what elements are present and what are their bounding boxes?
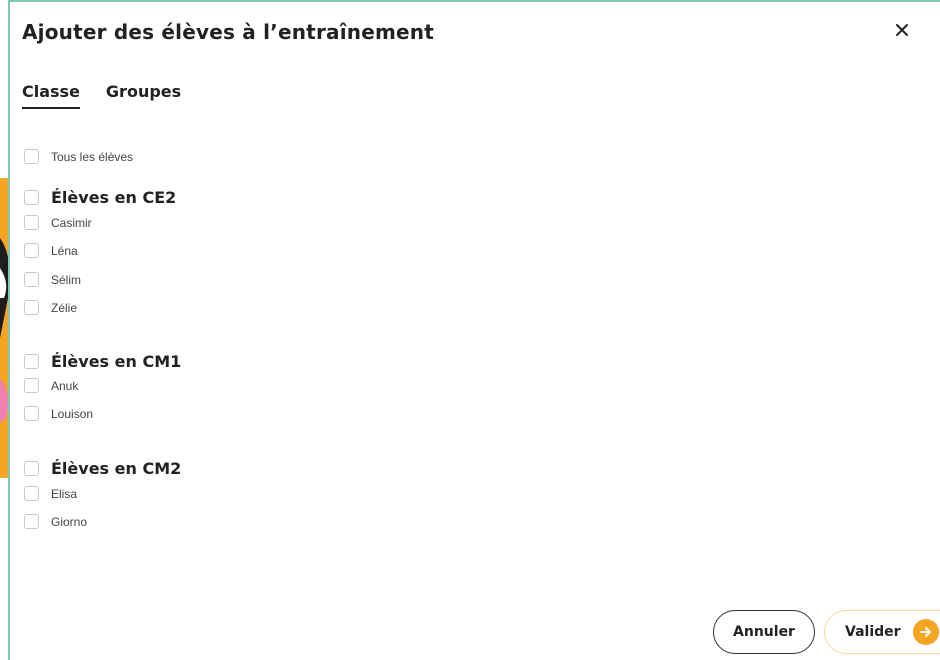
validate-button-label: Valider	[845, 624, 901, 640]
close-button[interactable]	[888, 16, 916, 44]
group-cm2-label: Élèves en CM2	[51, 459, 182, 478]
cancel-button-label: Annuler	[733, 624, 795, 640]
tab-bar	[22, 82, 181, 109]
group-cm1-checkbox[interactable]	[24, 354, 39, 369]
group-ce2-label: Élèves en CE2	[51, 188, 177, 207]
student-name: Léna	[51, 243, 78, 258]
student-name: Casimir	[51, 215, 92, 230]
dialog-title: Ajouter des élèves à l’entraînement	[22, 20, 434, 44]
student-selim[interactable]	[24, 272, 81, 287]
tab-groupes[interactable]: Groupes	[105, 82, 182, 101]
group-cm1-label: Élèves en CM1	[51, 352, 182, 371]
student-louison[interactable]	[24, 406, 93, 421]
student-casimir[interactable]	[24, 215, 92, 230]
student-lena[interactable]	[24, 243, 78, 258]
student-giorno[interactable]	[24, 514, 87, 529]
student-checkbox[interactable]	[24, 300, 39, 315]
student-name: Zélie	[51, 300, 78, 315]
close-icon	[895, 23, 909, 37]
student-checkbox[interactable]	[24, 215, 39, 230]
group-cm1[interactable]	[24, 352, 181, 371]
group-cm2-checkbox[interactable]	[24, 461, 39, 476]
add-students-dialog	[8, 0, 940, 660]
student-zelie[interactable]	[24, 300, 77, 315]
student-anuk[interactable]	[24, 378, 78, 393]
student-name: Sélim	[51, 272, 82, 287]
arrow-right-icon	[913, 619, 939, 645]
student-checkbox[interactable]	[24, 486, 39, 501]
student-checkbox[interactable]	[24, 406, 39, 421]
student-name: Elisa	[51, 486, 78, 501]
student-checkbox[interactable]	[24, 378, 39, 393]
student-name: Louison	[51, 406, 94, 421]
student-elisa[interactable]	[24, 486, 77, 501]
group-cm2[interactable]	[24, 459, 181, 478]
student-name: Anuk	[51, 378, 79, 393]
student-checkbox[interactable]	[24, 243, 39, 258]
group-ce2[interactable]	[24, 188, 176, 207]
select-all-checkbox[interactable]	[24, 149, 39, 164]
validate-button[interactable]	[824, 610, 940, 654]
student-checkbox[interactable]	[24, 272, 39, 287]
student-name: Giorno	[51, 514, 88, 529]
cancel-button[interactable]	[713, 610, 815, 654]
tab-classe[interactable]: Classe	[22, 82, 80, 109]
select-all-students[interactable]	[24, 149, 133, 164]
student-checkbox[interactable]	[24, 514, 39, 529]
select-all-label: Tous les élèves	[51, 149, 134, 164]
group-ce2-checkbox[interactable]	[24, 190, 39, 205]
